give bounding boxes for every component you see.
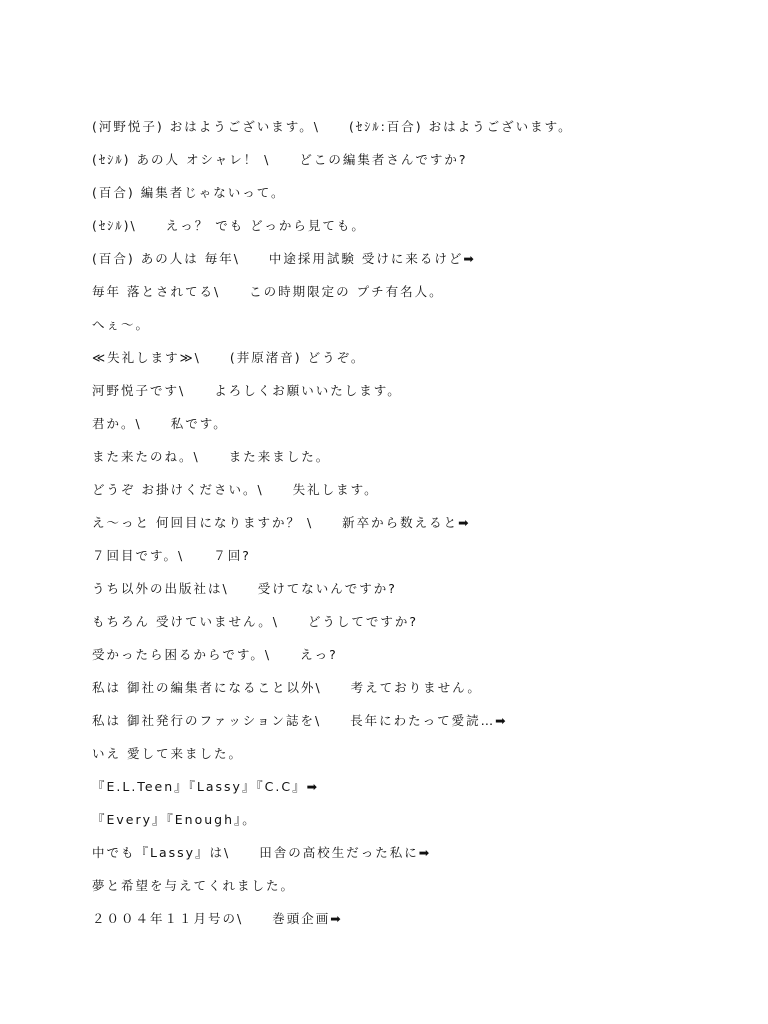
subtitle-line: 『E.L.Teen』『Lassy』『C.C』➡ (92, 779, 320, 794)
subtitle-line: ７回目です。\ ７回? (92, 548, 251, 563)
subtitle-line: え～っと 何回目になりますか？ \ 新卒から数えると➡ (92, 515, 471, 530)
subtitle-line: また来たのね。\ また来ました。 (92, 449, 331, 464)
subtitle-line: ２００４年１１月号の\ 巻頭企画➡ (92, 911, 343, 926)
subtitle-line: 私は 御社の編集者になること以外\ 考えておりません。 (92, 680, 482, 695)
subtitle-line: 受かったら困るからです。\ えっ? (92, 647, 338, 662)
subtitle-line: 河野悦子です\ よろしくお願いいたします。 (92, 383, 402, 398)
subtitle-line: へぇ～。 (92, 317, 151, 332)
subtitle-line: 中でも『Lassy』は\ 田舎の高校生だった私に➡ (92, 845, 432, 860)
subtitle-line: 私は 御社発行のファッション誌を\ 長年にわたって愛読…➡ (92, 713, 508, 728)
subtitle-line: (ｾｼﾙ)\ えっ？ でも どっから見ても。 (92, 218, 366, 233)
subtitle-text-block (92, 114, 732, 939)
subtitle-line: うち以外の出版社は\ 受けてないんですか? (92, 581, 397, 596)
subtitle-line: (百合) あの人は 毎年\ 中途採用試験 受けに来るけど➡ (92, 251, 476, 266)
subtitle-line: (百合) 編集者じゃないって。 (92, 185, 286, 200)
subtitle-line: (ｾｼﾙ) あの人 オシャレ！ \ どこの編集者さんですか? (92, 152, 468, 167)
subtitle-line: (河野悦子) おはようございます。\ (ｾｼﾙ:百合) おはようございます。 (92, 119, 573, 134)
subtitle-line: ≪失礼します≫\ (茾原渚音) どうぞ。 (92, 350, 366, 365)
subtitle-line: 毎年 落とされてる\ この時期限定の プチ有名人。 (92, 284, 444, 299)
subtitle-line: いえ 愛して来ました。 (92, 746, 243, 761)
subtitle-line: どうぞ お掛けください。\ 失礼します。 (92, 482, 379, 497)
subtitle-line: 『Every』『Enough』。 (92, 812, 257, 827)
subtitle-line: 夢と希望を与えてくれました。 (92, 878, 296, 893)
subtitle-line: もちろん 受けていません。\ どうしてですか? (92, 614, 419, 629)
subtitle-line: 君か。\ 私です。 (92, 416, 228, 431)
